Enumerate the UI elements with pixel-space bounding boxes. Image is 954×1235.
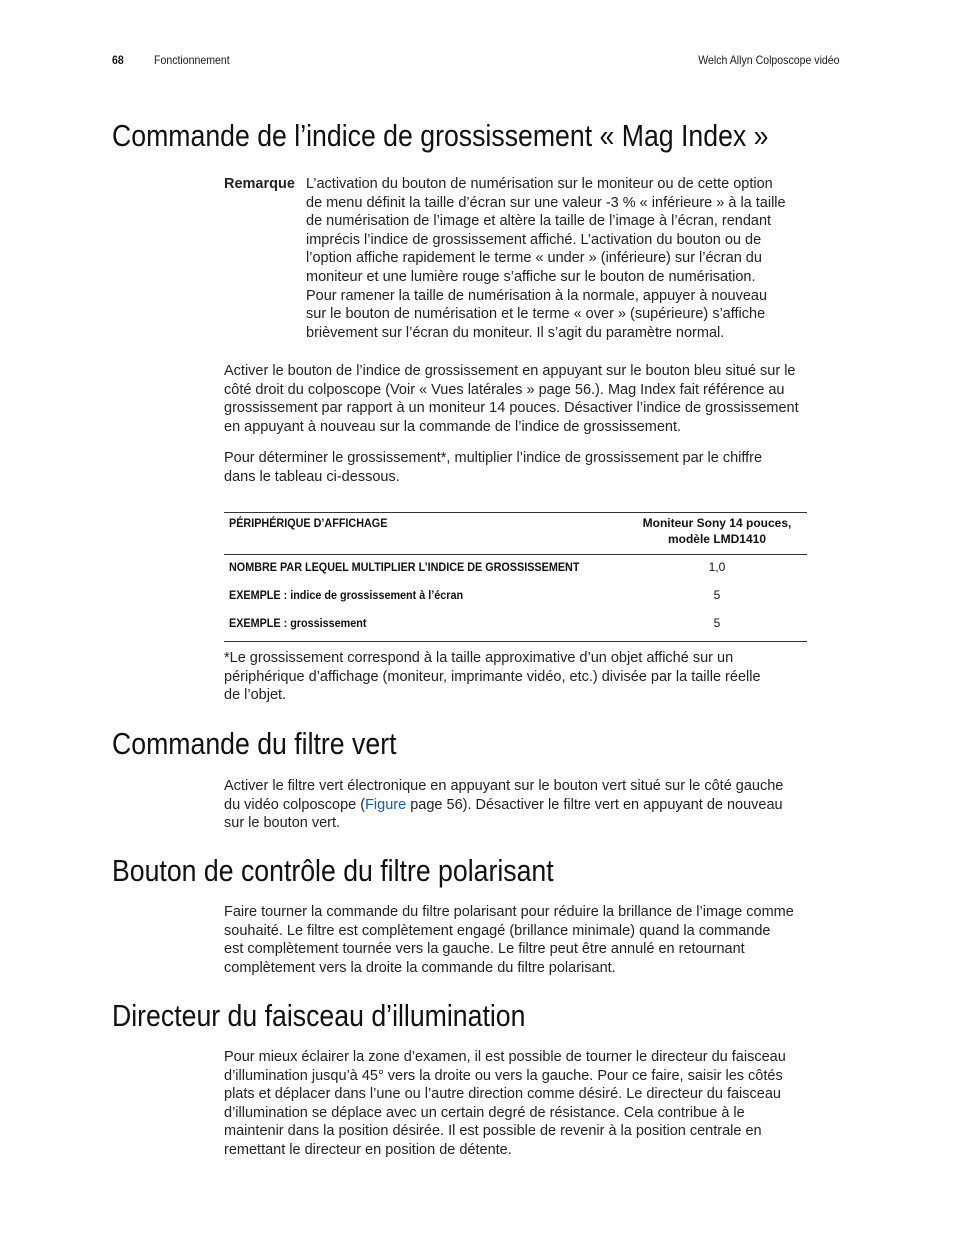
text-line: d’illumination se déplace avec un certain degré de résistance. Cela contribue à le: [224, 1104, 745, 1121]
table-cell-label: EXEMPLE : indice de grossissement à l’écran: [229, 588, 464, 602]
table-cell-value: 5: [713, 588, 721, 602]
table-header-display-device: PÉRIPHÉRIQUE D’AFFICHAGE: [224, 513, 627, 555]
note-line: de menu définit la taille d’écran sur une valeur -3 % « inférieure » à la taille: [306, 194, 786, 211]
note-line: imprécis l’indice de grossissement affiché. L’activation du bouton ou de: [306, 231, 762, 248]
running-section: Fonctionnement: [154, 53, 230, 67]
paragraph-magnification-formula: [224, 449, 844, 486]
note-line: moniteur et une lumière rouge s’affiche sur le bouton de numérisation.: [306, 268, 756, 285]
table-row: [224, 585, 807, 613]
running-doc-title: Welch Allyn Colposcope vidéo: [698, 53, 840, 67]
table-cell-value: 1,0: [708, 560, 726, 574]
section-heading-green-filter: Commande du filtre vert: [112, 726, 397, 761]
note-line: L’activation du bouton de numérisation sur le moniteur ou de cette option: [306, 176, 773, 192]
footnote-magnification: [224, 649, 844, 705]
text-line: en appuyant à nouveau sur la commande de l’indice de grossissement.: [224, 418, 682, 435]
text-line: *Le grossissement correspond à la taille approximative d’un objet affiché sur un: [224, 650, 734, 666]
page-number: 68: [112, 53, 124, 67]
section-heading-beam-director: Directeur du faisceau d’illumination: [112, 998, 526, 1033]
text-line: sur le bouton vert.: [224, 815, 341, 832]
text-line: de l’objet.: [224, 687, 287, 704]
note-line: sur le bouton de numérisation et le terme « over » (supérieure) s’affiche: [306, 306, 766, 323]
text-line: Pour déterminer le grossissement*, multiplier l’indice de grossissement par le chiffre: [224, 450, 763, 466]
table-cell-label: NOMBRE PAR LEQUEL MULTIPLIER L’INDICE DE GROSSISSEMENT: [229, 560, 580, 574]
text-line: d’illumination jusqu’à 45° vers la droite ou vers la gauche. Pour ce faire, saisir les côtés: [224, 1067, 783, 1084]
text-line: remettant le directeur en position de détente.: [224, 1141, 512, 1158]
table-cell-value: 5: [627, 613, 807, 642]
note-line: l’option affiche rapidement le terme « under » (inférieure) sur l’écran du: [306, 250, 762, 267]
text-line: périphérique d’affichage (moniteur, imprimante vidéo, etc.) divisée par la taille réelle: [224, 668, 761, 685]
table-row: [224, 555, 807, 586]
table-row: [224, 613, 807, 642]
paragraph-beam-director: [224, 1048, 844, 1160]
text-line: Activer le filtre vert électronique en appuyant sur le bouton vert situé sur le côté gauche: [224, 778, 784, 794]
note-line: Pour ramener la taille de numérisation à la normale, appuyer à nouveau: [306, 287, 768, 304]
paragraph-polarizing-filter: [224, 903, 844, 977]
note-text: [306, 175, 806, 342]
paragraph-mag-index-activation: [224, 362, 844, 436]
table-cell-label: EXEMPLE : grossissement: [224, 613, 627, 642]
text-line: maintenir dans la position désirée. Il est possible de revenir à la position centrale en: [224, 1123, 762, 1140]
magnification-table: [224, 512, 807, 642]
text-line: grossissement par rapport à un moniteur 14 pouces. Désactiver l’indice de grossissement: [224, 400, 799, 417]
table-header-row: [224, 513, 807, 555]
text-line: côté droit du colposcope (Voir « Vues latérales » page 56.). Mag Index fait référence au: [224, 381, 785, 398]
text-line: Pour mieux éclairer la zone d’examen, il est possible de tourner le directeur du faisceau: [224, 1049, 786, 1065]
text-line: complètement vers la droite la commande du filtre polarisant.: [224, 959, 616, 976]
section-heading-polarizing-filter: Bouton de contrôle du filtre polarisant: [112, 853, 554, 888]
note-line: brièvement sur l’écran du moniteur. Il s’agit du paramètre normal.: [306, 324, 725, 341]
text-line: Activer le bouton de l’indice de grossissement en appuyant sur le bouton bleu situé sur le: [224, 363, 796, 379]
note-label: Remarque: [224, 176, 295, 192]
section-heading-mag-index: Commande de l’indice de grossissement « Mag Index »: [112, 118, 769, 153]
figure-link[interactable]: Figure: [365, 796, 407, 813]
note-line: de numérisation de l’image et altère la taille de l’image à l’écran, rendant: [306, 213, 772, 230]
text-line: plats et déplacer dans l’une ou l’autre direction comme désiré. Le directeur du faisceau: [224, 1086, 781, 1103]
paragraph-green-filter: [224, 777, 844, 833]
text-line: souhaité. Le filtre est complètement engagé (brillance minimale) quand la commande: [224, 922, 771, 939]
text-line: est complètement tournée vers la gauche. Le filtre peut être annulé en retournant: [224, 941, 745, 958]
text-line: dans le tableau ci-dessous.: [224, 468, 400, 485]
text-line: Faire tourner la commande du filtre polarisant pour réduire la brillance de l’image comme: [224, 904, 794, 920]
table-header-monitor: Moniteur Sony 14 pouces, modèle LMD1410: [627, 513, 807, 555]
text-line: du vidéo colposcope (Figure page 56). Désactiver le filtre vert en appuyant de nouveau: [224, 796, 783, 813]
